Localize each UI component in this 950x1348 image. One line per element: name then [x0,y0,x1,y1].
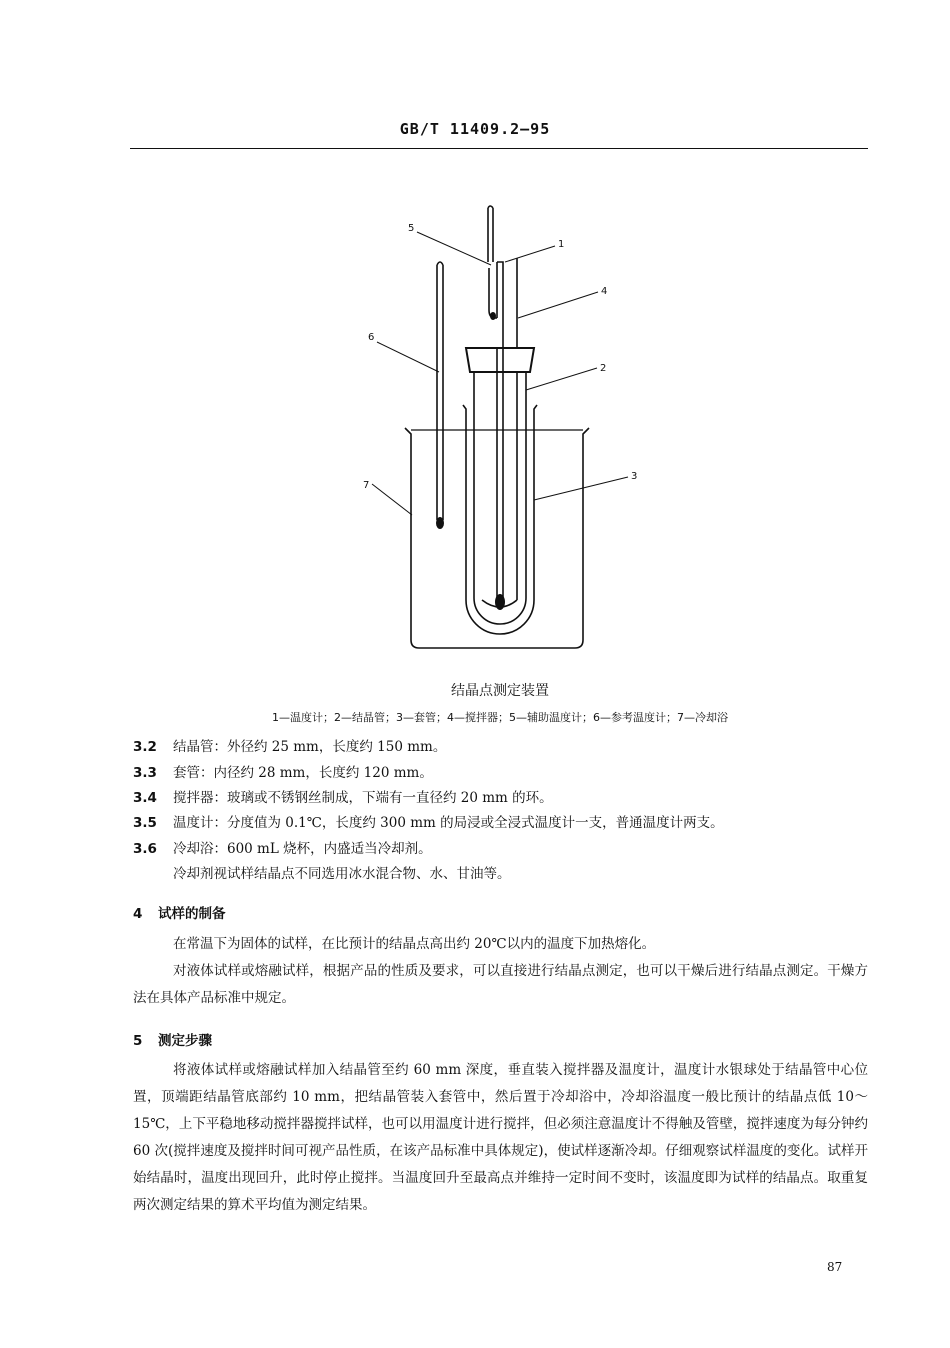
section-title: 试样的制备 [158,906,226,922]
section-number: 4 [133,906,143,922]
header-rule [130,148,868,149]
stirrer [482,258,517,607]
document-code-header: GB/T 11409.2—95 [399,120,551,138]
section-5-heading [133,1029,212,1049]
item-text: 温度计：分度值为 0.1℃，长度约 300 mm 的局浸或全浸式温度计一支，普通温度计两支。 [173,815,724,831]
section-5-paragraph: 将液体试样或熔融试样加入结晶管至约 60 mm 深度，垂直装入搅拌器及温度计，温度计水银球处于结晶管中心位置，顶端距结晶管底部约 10 mm，把结晶管装入套管中，然后置于冷却浴中，冷却浴温度一般比预计的结晶点低 10～15℃，上下平稳地移动搅拌器搅拌试样，也可以用温度计进行搅拌，但必须注意温度计不得触及管壁，搅拌速度为每分钟约 60 次(搅拌速度及搅拌时间可视产品性质，在该产品标准中具体规定)，使试样逐渐冷却。仔细观察试样温度的变化。试样开始结晶时，温度出现回升，此时停止搅拌。当温度回升至最高点并维持一定时间不变时，该温度即为试样的结晶点。取重复两次测定结果的算术平均值为测定结果。 [133,1062,868,1213]
reference-thermometer [437,262,443,520]
label-4: 4 [601,286,608,297]
label-5: 5 [408,223,415,234]
crystallization-tube [474,372,526,624]
figure-caption: 结晶点测定装置 [451,683,549,699]
crystallization-apparatus-diagram [340,195,660,665]
list-item [133,811,724,831]
item-number: 3.3 [133,765,157,781]
stopper [466,348,534,372]
item-number: 3.2 [133,739,157,755]
reference-thermometer-bulb [436,517,444,529]
item-text: 冷却浴：600 mL 烧杯，内盛适当冷却剂。 [173,841,432,857]
item-number: 3.4 [133,790,157,806]
auxiliary-thermometer-bulb [490,312,496,320]
label-2: 2 [600,363,607,374]
item-text: 搅拌器：玻璃或不锈钢丝制成，下端有一直径约 20 mm 的环。 [173,790,553,806]
item-number: 3.5 [133,815,157,831]
item-text: 套管：内径约 28 mm，长度约 120 mm。 [173,765,433,781]
label-6: 6 [368,332,375,343]
auxiliary-thermometer [489,262,497,318]
label-3: 3 [631,471,638,482]
section-number: 5 [133,1033,143,1049]
list-item [133,837,432,857]
page-number: 87 [827,1260,843,1274]
section-4-paragraph-2: 对液体试样或熔融试样，根据产品的性质及要求，可以直接进行结晶点测定，也可以干燥后进行结晶点测定。干燥方法在具体产品标准中规定。 [133,963,868,1006]
item-number: 3.6 [133,841,157,857]
section-4-heading [133,902,226,922]
list-item [133,761,433,781]
label-1: 1 [558,239,565,250]
item-text: 结晶管：外径约 25 mm，长度约 150 mm。 [173,739,447,755]
label-7: 7 [363,480,370,491]
main-thermometer-bulb [495,594,505,610]
figure-legend: 1—温度计；2—结晶管；3—套管；4—搅拌器；5—辅助温度计；6—参考温度计；7—冷却浴 [272,711,728,724]
section-title: 测定步骤 [158,1033,212,1049]
list-item [133,735,446,755]
list-item [133,786,553,806]
coolant-note: 冷却剂视试样结晶点不同选用冰水混合物、水、甘油等。 [173,866,511,882]
section-4-paragraph-1: 在常温下为固体的试样，在比预计的结晶点高出约 20℃以内的温度下加热熔化。 [173,936,656,952]
